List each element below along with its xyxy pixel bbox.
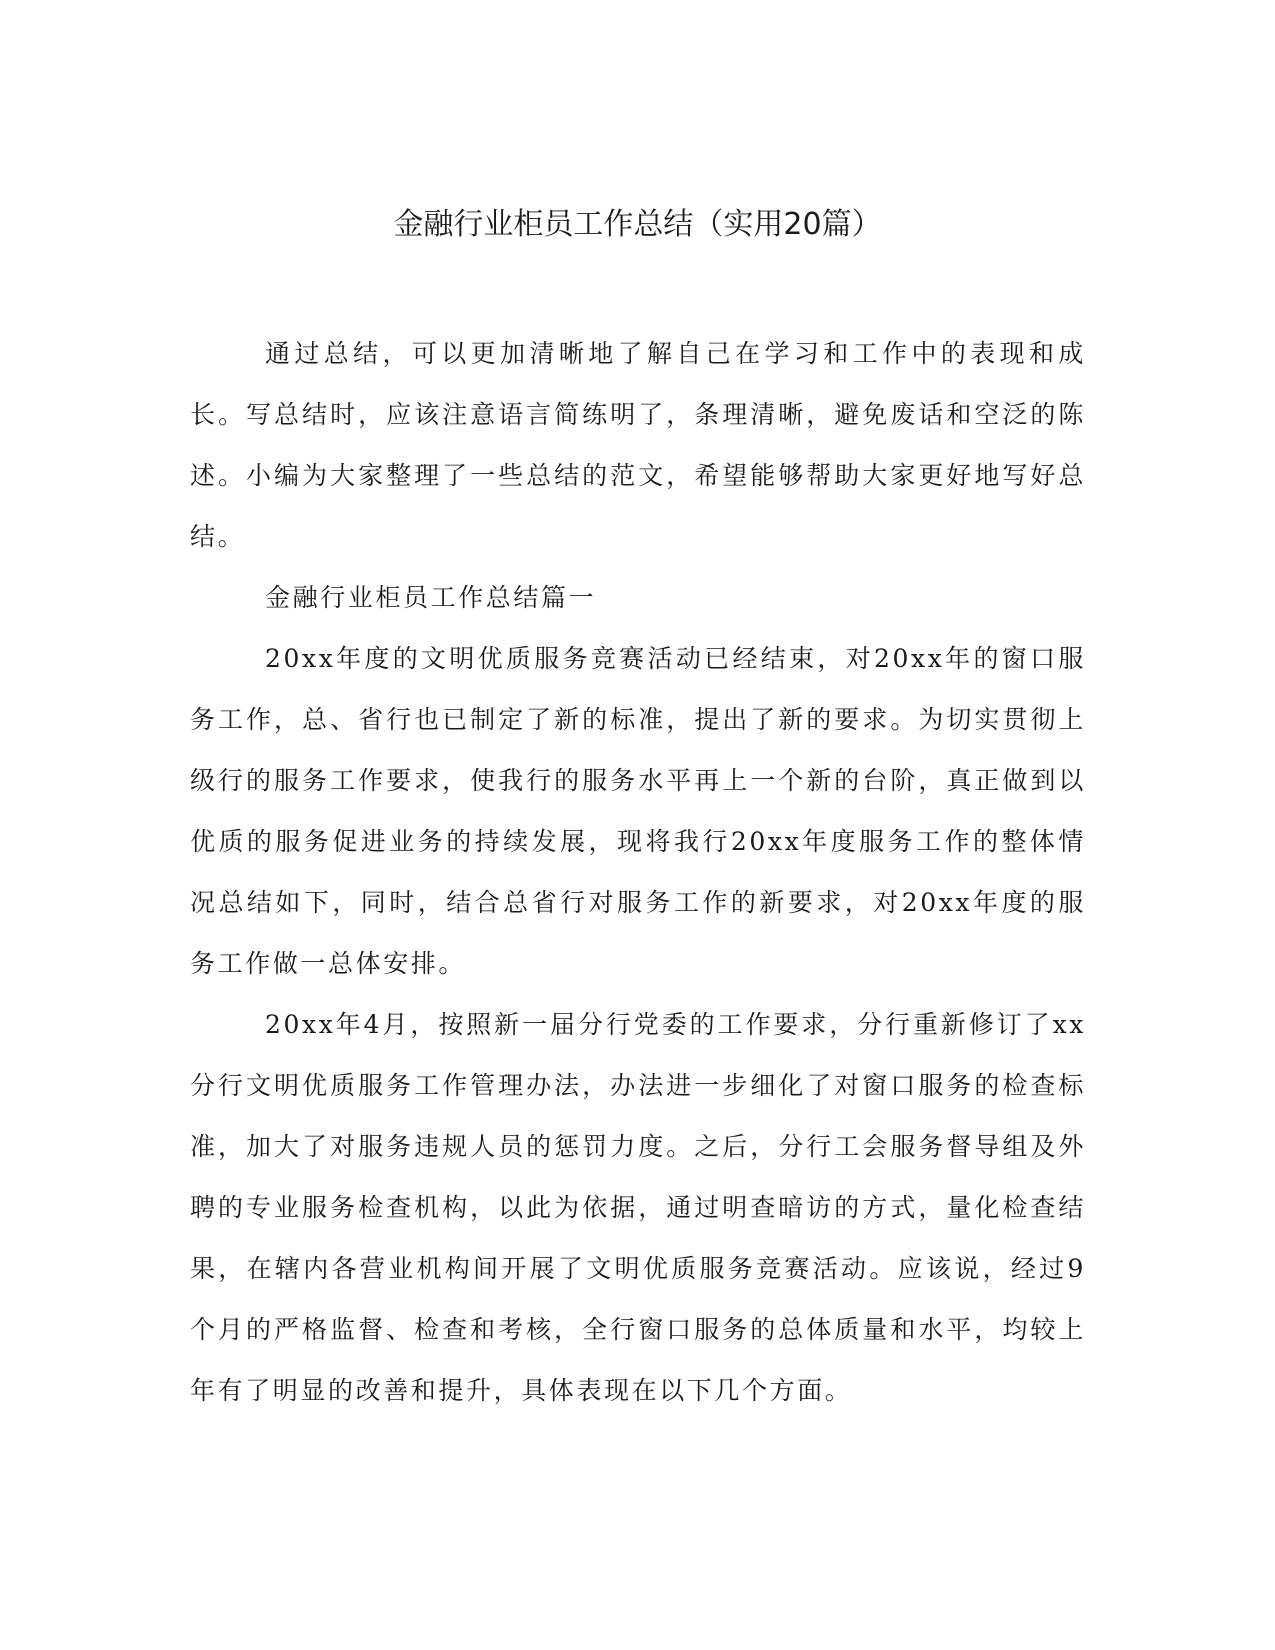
document-body	[190, 323, 1086, 1421]
body-paragraph: 20xx年度的文明优质服务竞赛活动已经结束，对20xx年的窗口服务工作，总、省行也已制定了新的标准，提出了新的要求。为切实贯彻上级行的服务工作要求，使我行的服务水平再上一个新的台阶，真正做到以优质的服务促进业务的持续发展，现将我行20xx年度服务工作的整体情况总结如下，同时，结合总省行对服务工作的新要求，对20xx年度的服务工作做一总体安排。	[190, 644, 1086, 978]
intro-paragraph: 通过总结，可以更加清晰地了解自己在学习和工作中的表现和成长。写总结时，应该注意语言简练明了，条理清晰，避免废话和空泛的陈述。小编为大家整理了一些总结的范文，希望能够帮助大家更好地写好总结。	[190, 339, 1086, 551]
body-paragraph: 20xx年4月，按照新一届分行党委的工作要求，分行重新修订了xx分行文明优质服务工作管理办法，办法进一步细化了对窗口服务的检查标准，加大了对服务违规人员的惩罚力度。之后，分行工会服务督导组及外聘的专业服务检查机构，以此为依据，通过明查暗访的方式，量化检查结果，在辖内各营业机构间开展了文明优质服务竞赛活动。应该说，经过9个月的严格监督、检查和考核，全行窗口服务的总体质量和水平，均较上年有了明显的改善和提升，具体表现在以下几个方面。	[190, 1010, 1086, 1405]
section-heading: 金融行业柜员工作总结篇一	[265, 583, 597, 612]
document-title: 金融行业柜员工作总结（实用20篇）	[393, 207, 882, 242]
